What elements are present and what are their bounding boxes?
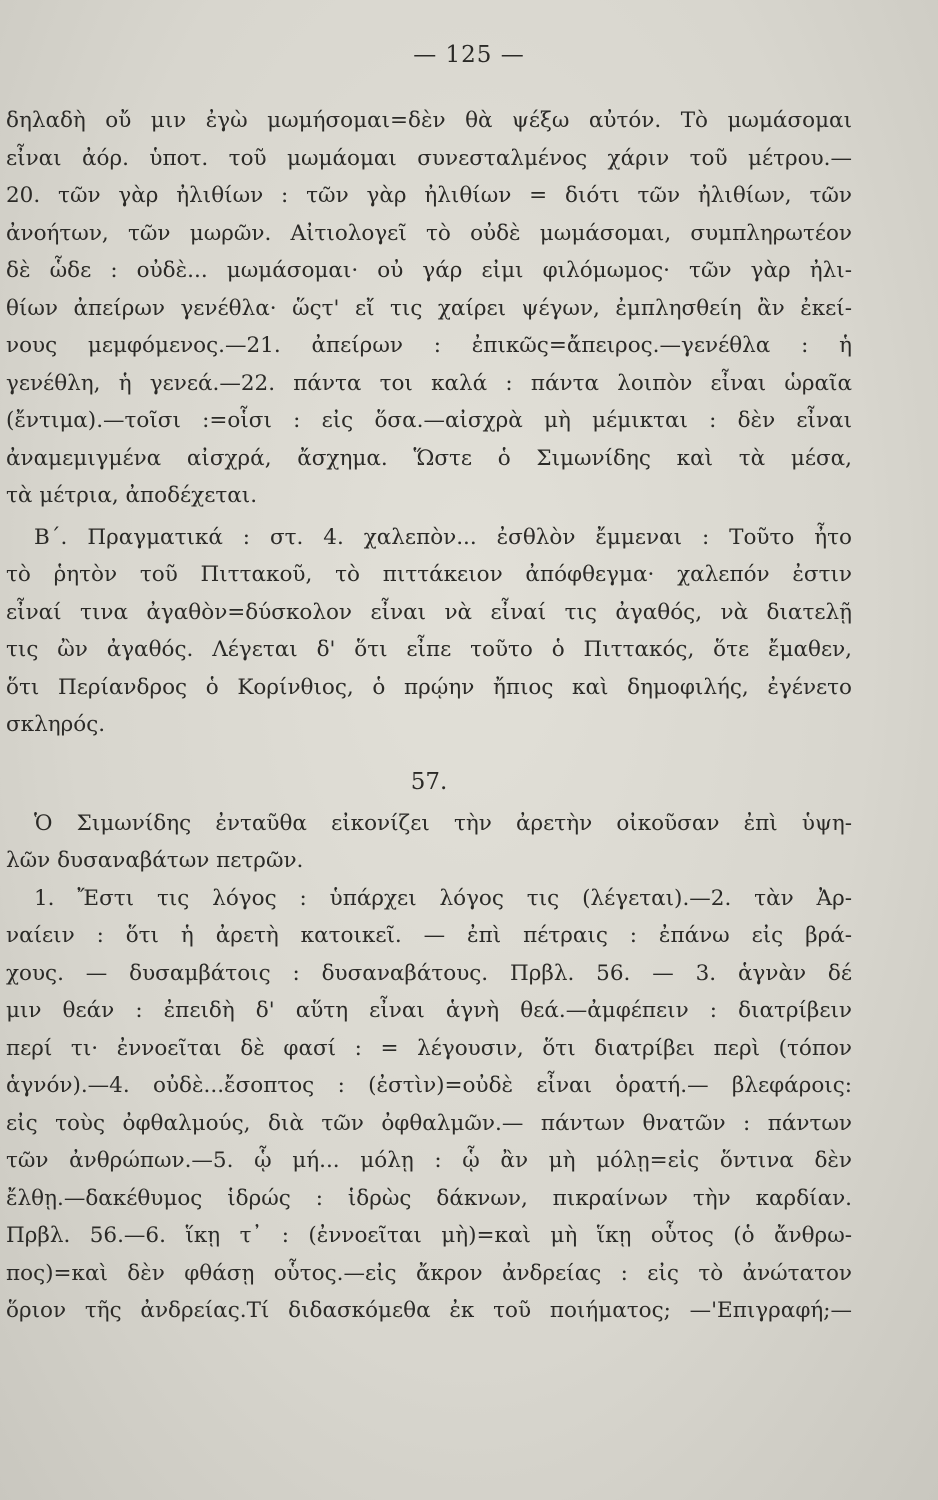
text-line: πος)=καὶ δὲν φθάσῃ οὗτος.—εἰς ἄκρον ἀνδρείας : εἰς τὸ ἀνώτατον	[6, 1260, 852, 1286]
commentary-section-a	[6, 102, 852, 515]
text-line: ἀνοήτων, τῶν μωρῶν. Αἰτιολογεῖ τὸ οὐδὲ μωμάσομαι, συμπληρωτέον	[6, 220, 852, 246]
text-line: δὲ ὧδε : οὐδὲ... μωμάσομαι· οὐ γάρ εἰμι φιλόμωμος· τῶν γὰρ ἠλι-	[6, 258, 852, 283]
text-line: (ἔντιμα).—τοῖσι :=οἷσι : εἰς ὅσα.—αἰσχρὰ μὴ μέμικται : δὲν εἶναι	[6, 408, 852, 433]
commentary-section-c	[6, 805, 852, 1330]
text-line: σκληρός.	[6, 712, 106, 737]
text-line: εἰς τοὺς ὀφθαλμούς, διὰ τῶν ὀφθαλμῶν.— πάντων θνατῶν : πάντων	[6, 1110, 852, 1136]
text-line: 20. τῶν γὰρ ἠλιθίων : τῶν γὰρ ἠλιθίων = διότι τῶν ἠλιθίων, τῶν	[6, 183, 852, 208]
text-line: λῶν δυσαναβάτων πετρῶν.	[6, 848, 304, 873]
text-line: ἀναμεμιγμένα αἰσχρά, ἄσχημα. Ὥστε ὁ Σιμωνίδης καὶ τὰ μέσα,	[6, 445, 852, 471]
text-line: εἶναί τινα ἀγαθὸν=δύσκολον εἶναι νὰ εἶναί τις ἀγαθός, νὰ διατελῇ	[6, 599, 852, 625]
text-line: Πρβλ. 56.—6. ἵκῃ τ᾿ : (ἐννοεῖται μὴ)=καὶ μὴ ἵκῃ οὗτος (ὁ ἄνθρω-	[6, 1223, 852, 1248]
page-number: — 125 —	[413, 42, 525, 68]
text-line: ἁγνόν).—4. οὐδὲ...ἔσοπτος : (ἐστὶν)=οὐδὲ εἶναι ὁρατή.— βλεφάροις:	[6, 1073, 852, 1098]
text-line: μιν θεάν : ἐπειδὴ δ' αὕτη εἶναι ἁγνὴ θεά.—ἀμφέπειν : διατρίβειν	[6, 998, 852, 1023]
commentary-section-b	[6, 519, 852, 744]
text-line: τῶν ἀνθρώπων.—5. ᾧ μή... μόλῃ : ᾧ ἂν μὴ μόλῃ=εἰς ὅντινα δὲν	[6, 1148, 852, 1173]
text-line: δηλαδὴ οὔ μιν ἐγὼ μωμήσομαι=δὲν θὰ ψέξω αὐτόν. Τὸ μωμάσομαι	[6, 108, 852, 133]
text-line: θίων ἀπείρων γενέθλα· ὥςτ' εἴ τις χαίρει ψέγων, ἐμπλησθείη ἂν ἐκεί-	[6, 295, 852, 321]
text-line: χους. — δυσαμβάτοις : δυσαναβάτους. Πρβλ. 56. — 3. ἁγνὰν δέ	[6, 960, 852, 986]
text-line: ὅτι Περίανδρος ὁ Κορίνθιος, ὁ πρῴην ἤπιος καὶ δημοφιλής, ἐγένετο	[6, 674, 852, 700]
text-line: γενέθλη, ἡ γενεά.—22. πάντα τοι καλά : πάντα λοιπὸν εἶναι ὡραῖα	[6, 370, 852, 396]
text-line: τὸ ῥητὸν τοῦ Πιττακοῦ, τὸ πιττάκειον ἀπόφθεγμα· χαλεπόν ἐστιν	[6, 562, 852, 587]
text-line: Ὁ Σιμωνίδης ἐνταῦθα εἰκονίζει τὴν ἀρετὴν οἰκοῦσαν ἐπὶ ὑψη-	[34, 810, 852, 836]
text-line: τὰ μέτρια, ἀποδέχεται.	[6, 483, 258, 508]
text-line: ἔλθῃ.—δακέθυμος ἱδρώς : ἱδρὼς δάκνων, πικραίνων τὴν καρδίαν.	[6, 1185, 852, 1211]
text-line: εἶναι ἀόρ. ὑποτ. τοῦ μωμάομαι συνεσταλμένος χάριν τοῦ μέτρου.—	[6, 145, 852, 171]
text-line: περί τι· ἐννοεῖται δὲ φασί : = λέγουσιν, ὅτι διατρίβει περὶ (τόπον	[6, 1035, 852, 1061]
text-line: τις ὢν ἀγαθός. Λέγεται δ' ὅτι εἶπε τοῦτο ὁ Πιττακός, ὅτε ἔμαθεν,	[6, 637, 852, 662]
text-line: ὅριον τῆς ἀνδρείας.Τί διδασκόμεθα ἐκ τοῦ ποιήματος; —'Επιγραφή;—	[6, 1298, 852, 1323]
text-line: Β΄. Πραγματικά : στ. 4. χαλεπὸν... ἐσθλὸν ἔμμεναι : Τοῦτο ἦτο	[34, 524, 852, 550]
text-line: ναίειν : ὅτι ἡ ἀρετὴ κατοικεῖ. — ἐπὶ πέτραις : ἐπάνω εἰς βρά-	[6, 923, 852, 948]
body-text	[6, 102, 852, 1330]
text-line: 1. Ἔστι τις λόγος : ὑπάρχει λόγος τις (λέγεται).—2. τὰν Ἀρ-	[34, 885, 852, 911]
poem-number-heading: 57.	[410, 768, 448, 795]
text-line: νους μεμφόμενος.—21. ἀπείρων : ἐπικῶς=ἄπειρος.—γενέθλα : ἡ	[6, 333, 852, 358]
